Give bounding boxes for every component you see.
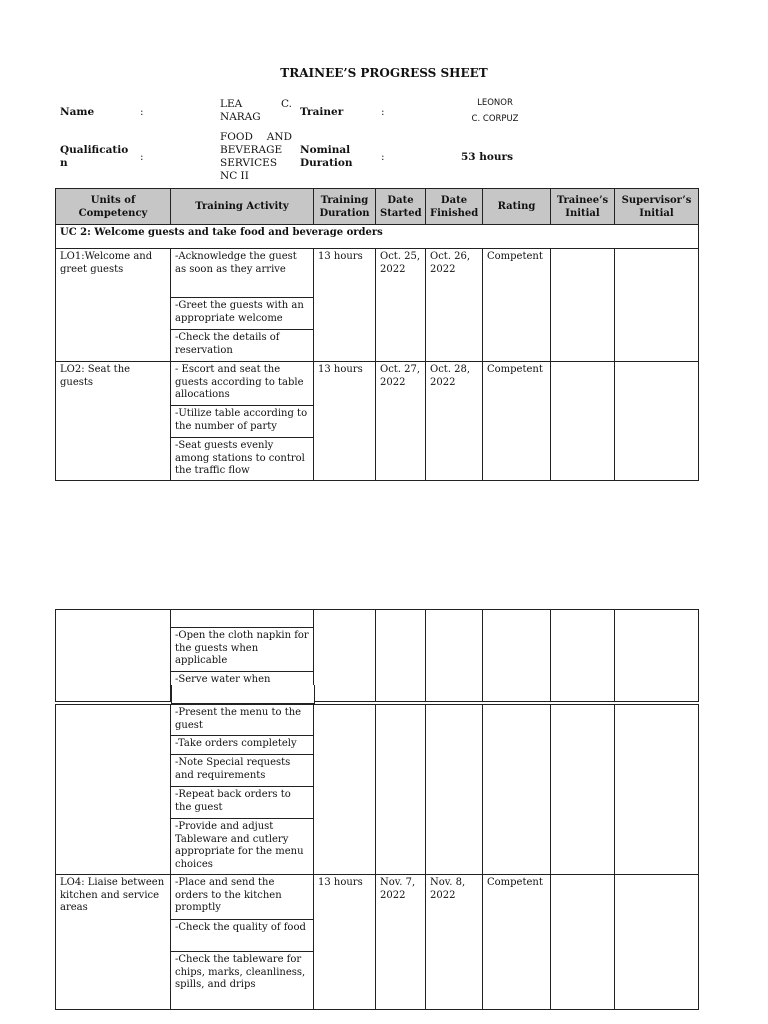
lo4-activity-2: -Check the quality of food: [171, 920, 314, 952]
lo3-trainee-initial-empty: [551, 705, 615, 875]
header-supervisor-initial: Supervisor’s Initial: [615, 189, 699, 225]
lo2-activity-2: -Utilize table according to the number of party: [171, 406, 314, 438]
lo1-date-started: Oct. 25, 2022: [376, 249, 426, 362]
header-training-duration: Training Duration: [314, 189, 376, 225]
lo2-duration: 13 hours: [314, 362, 376, 481]
progress-table-page1: [55, 188, 699, 481]
nominal-duration-value: 53 hours: [461, 151, 513, 163]
lo3-finished-empty: [426, 705, 483, 875]
table-row: [56, 249, 699, 298]
lo3-activity-4: -Repeat back orders to the guest: [171, 787, 314, 819]
p2-started-empty: [376, 610, 426, 702]
serve-water-continuation: [171, 685, 315, 704]
lo4-date-started: Nov. 7, 2022: [376, 875, 426, 1010]
lo1-date-finished: Oct. 26, 2022: [426, 249, 483, 362]
lo1-trainee-initial: [551, 249, 615, 362]
lo2-trainee-initial: [551, 362, 615, 481]
trainer-colon: :: [381, 106, 385, 118]
lo1-supervisor-initial: [615, 249, 699, 362]
uc-title: UC 2: Welcome guests and take food and beverage orders: [56, 225, 699, 249]
lo4-trainee-initial: [551, 875, 615, 1010]
lo2-supervisor-initial: [615, 362, 699, 481]
name-colon: :: [140, 106, 144, 118]
lo4-date-finished: Nov. 8, 2022: [426, 875, 483, 1010]
nominal-duration-label-line1: Nominal: [300, 144, 351, 156]
trainer-value-line1: LEONOR: [477, 98, 513, 108]
p2-activity-empty: [171, 610, 314, 628]
lo4-rating: Competent: [483, 875, 551, 1010]
p2-unit-empty: [56, 610, 171, 702]
header-training-activity: Training Activity: [171, 189, 314, 225]
progress-table-page2-main: [55, 704, 699, 1010]
p2-duration-empty: [314, 610, 376, 702]
lo2-date-finished: Oct. 28, 2022: [426, 362, 483, 481]
lo1-unit: LO1:Welcome and greet guests: [56, 249, 171, 362]
lo4-unit: LO4: Liaise between kitchen and service areas: [56, 875, 171, 1010]
qualification-value-line4: NC II: [220, 170, 249, 182]
lo1-activity-2: -Greet the guests with an appropriate welcome: [171, 298, 314, 330]
table-row: [56, 362, 699, 406]
qualification-value-line3: SERVICES: [220, 157, 278, 169]
table-row: [56, 875, 699, 920]
qualification-colon: :: [140, 151, 144, 163]
nominal-duration-colon: :: [381, 151, 385, 163]
lo4-activity-3: -Check the tableware for chips, marks, cleanliness, spills, and drips: [171, 952, 314, 1010]
name-value-line2: NARAG: [220, 111, 261, 123]
qualification-label-line2: n: [60, 157, 68, 169]
lo3-activity-3: -Note Special requests and requirements: [171, 755, 314, 787]
name-value-line1: LEA C.: [220, 98, 292, 110]
header-rating: Rating: [483, 189, 551, 225]
p2-activity-serve-water: -Serve water when: [171, 672, 314, 702]
lo3-rating-empty: [483, 705, 551, 875]
header-trainee-initial: Trainee’s Initial: [551, 189, 615, 225]
table-header-row: [56, 189, 699, 225]
qualification-value-line1: FOOD AND: [220, 131, 292, 143]
qualification-label-line1: Qualificatio: [60, 144, 129, 156]
lo2-date-started: Oct. 27, 2022: [376, 362, 426, 481]
lo2-rating: Competent: [483, 362, 551, 481]
p2-supervisor-initial-empty: [615, 610, 699, 702]
lo2-unit: LO2: Seat the guests: [56, 362, 171, 481]
lo3-unit-empty: [56, 705, 171, 875]
lo1-duration: 13 hours: [314, 249, 376, 362]
lo4-supervisor-initial: [615, 875, 699, 1010]
table-row: [56, 610, 699, 628]
trainer-value-line2: C. CORPUZ: [471, 114, 519, 124]
lo1-activity-1: -Acknowledge the guest as soon as they arrive: [171, 249, 314, 298]
lo3-activity-1: -Present the menu to the guest: [171, 705, 314, 736]
page-title: TRAINEE’S PROGRESS SHEET: [280, 66, 488, 80]
lo3-activity-5: -Provide and adjust Tableware and cutlery appropriate for the menu choices: [171, 819, 314, 875]
header-date-finished: Date Finished: [426, 189, 483, 225]
p2-rating-empty: [483, 610, 551, 702]
p2-activity-open-napkin: -Open the cloth napkin for the guests when applicable: [171, 628, 314, 672]
p2-trainee-initial-empty: [551, 610, 615, 702]
lo4-duration: 13 hours: [314, 875, 376, 1010]
lo1-rating: Competent: [483, 249, 551, 362]
lo3-started-empty: [376, 705, 426, 875]
table-row: [56, 705, 699, 736]
p2-finished-empty: [426, 610, 483, 702]
header-date-started: Date Started: [376, 189, 426, 225]
lo2-activity-3: -Seat guests evenly among stations to control the traffic flow: [171, 438, 314, 481]
lo3-supervisor-initial-empty: [615, 705, 699, 875]
lo1-activity-3: -Check the details of reservation: [171, 330, 314, 362]
lo4-activity-1: -Place and send the orders to the kitchen promptly: [171, 875, 314, 920]
name-label: Name: [60, 106, 95, 118]
uc-title-row: [56, 225, 699, 249]
trainer-label: Trainer: [300, 106, 344, 118]
header-units-of-competency: Units of Competency: [56, 189, 171, 225]
lo3-duration-empty: [314, 705, 376, 875]
lo3-activity-2: -Take orders completely: [171, 736, 314, 755]
lo2-activity-1: - Escort and seat the guests according to table allocations: [171, 362, 314, 406]
nominal-duration-label-line2: Duration: [300, 157, 353, 169]
qualification-value-line2: BEVERAGE: [220, 144, 283, 156]
progress-table-page2-top: [55, 609, 699, 702]
